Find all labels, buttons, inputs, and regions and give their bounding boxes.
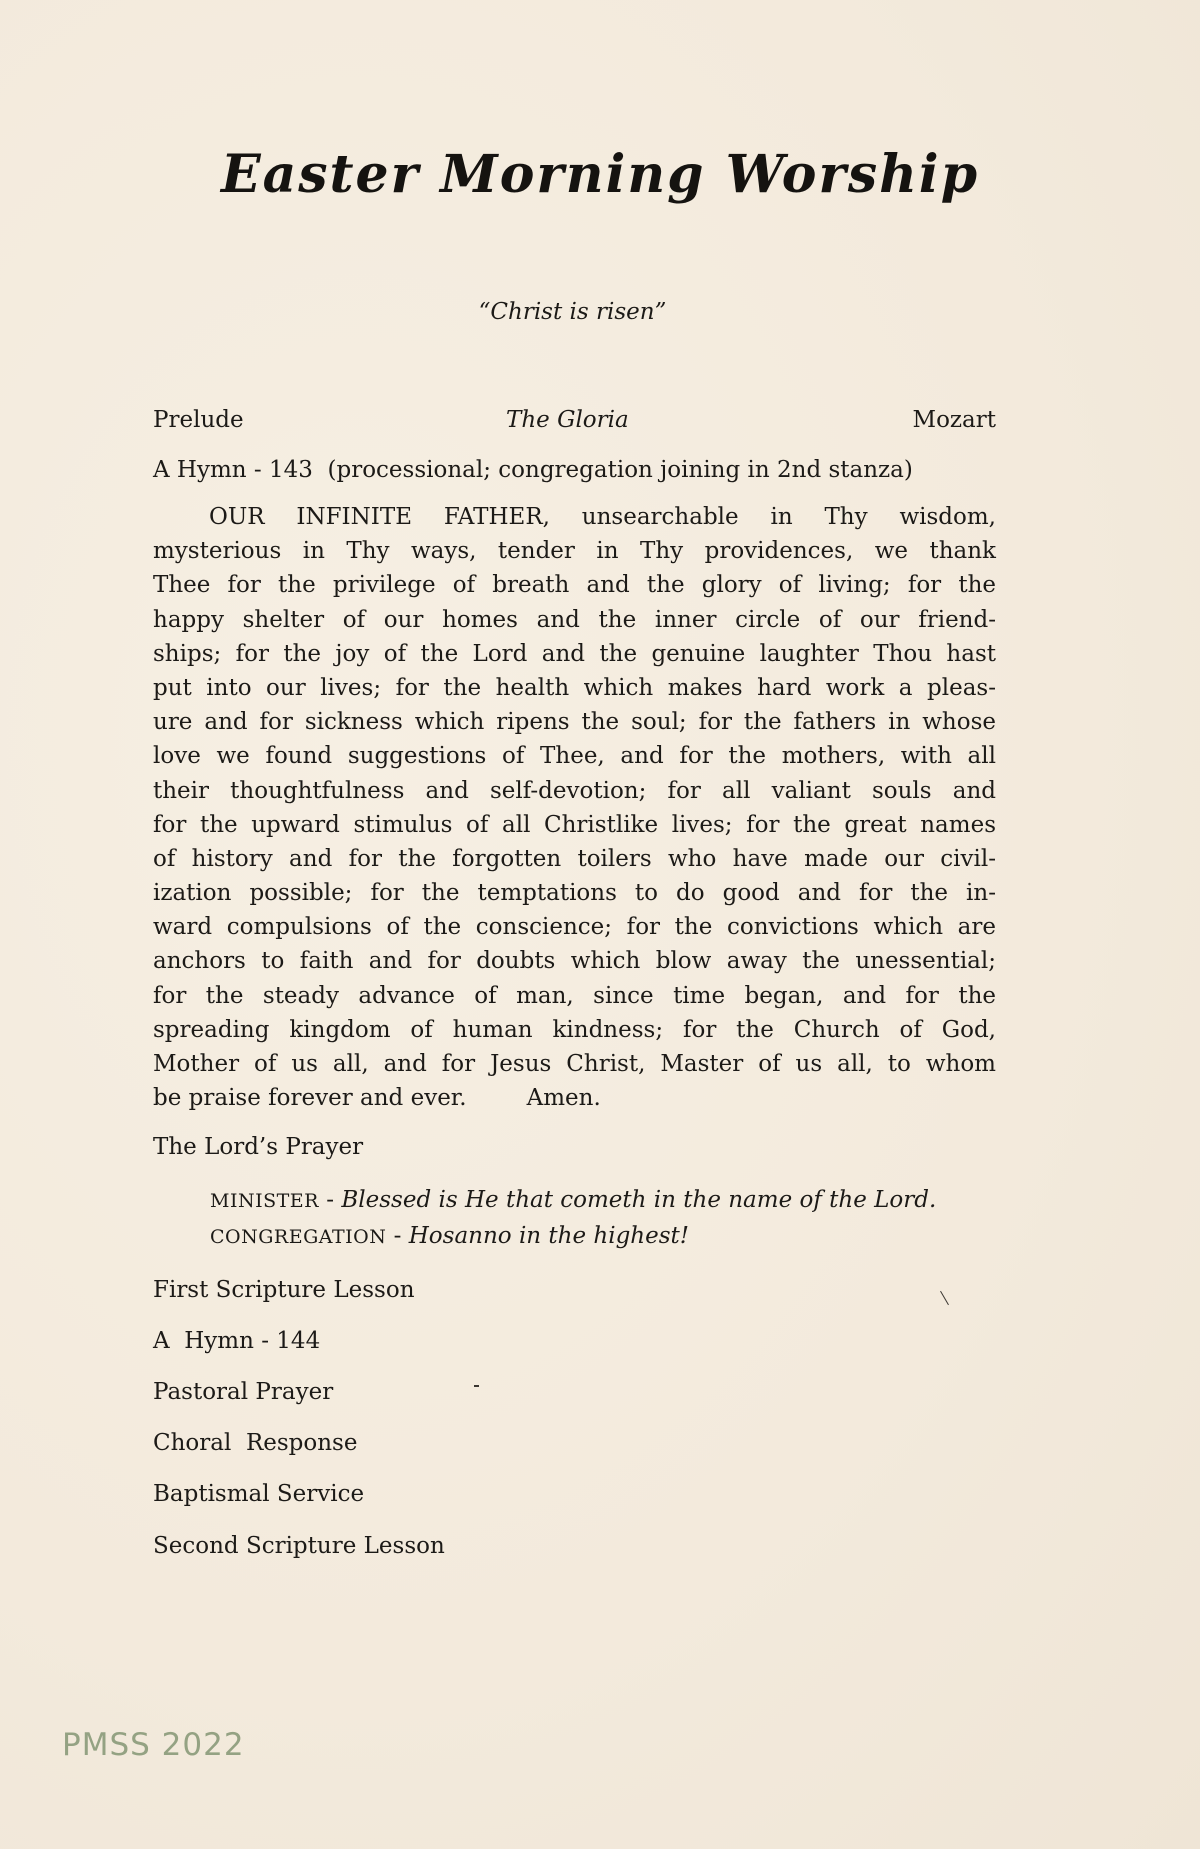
stray-ink-dot <box>474 1385 479 1387</box>
response-separator: - <box>318 1187 342 1213</box>
response-text: Blessed is He that cometh in the name of the Lord. <box>341 1187 937 1213</box>
response-text: Hosanno in the highest! <box>408 1223 690 1249</box>
prayer-line: of history and for the forgotten toilers who have made our civil- <box>153 845 996 872</box>
hymn-143-line: A Hymn - 143 (processional; congregation joining in 2nd stanza) <box>153 457 913 483</box>
amen: Amen. <box>526 1085 601 1112</box>
prayer-line: be praise forever and ever. <box>153 1085 467 1112</box>
prayer-line: ward compulsions of the conscience; for the convictions which are <box>153 914 996 941</box>
prayer-line: Thee for the privilege of breath and the glory of living; for the <box>153 572 996 599</box>
prelude-piece: The Gloria <box>506 407 629 433</box>
prayer-line: for the upward stimulus of all Christlike lives; for the great names <box>153 811 996 838</box>
order-item: Pastoral Prayer <box>153 1379 334 1405</box>
prayer-line: their thoughtfulness and self-devotion; for all valiant souls and <box>153 777 996 804</box>
response-minister <box>210 1186 936 1215</box>
prayer-line: love we found suggestions of Thee, and for the mothers, with all <box>153 743 996 770</box>
prayer-line: ization possible; for the temptations to do good and for the in- <box>153 880 996 907</box>
prayer-line: ure and for sickness which ripens the soul; for the fathers in whose <box>153 709 996 736</box>
prelude-composer: Mozart <box>912 407 996 433</box>
response-separator: - <box>386 1223 409 1249</box>
prelude-row <box>153 406 996 434</box>
order-item: Baptismal Service <box>153 1481 365 1507</box>
prelude-label: Prelude <box>153 407 244 433</box>
page-title: Easter Morning Worship <box>220 144 980 205</box>
response-speaker: MINISTER <box>210 1190 319 1212</box>
prayer-line: spreading kingdom of human kindness; for the Church of God, <box>153 1016 996 1043</box>
order-item: Choral Response <box>153 1430 358 1456</box>
prayer-last-line <box>153 1081 996 1115</box>
subtitle: “Christ is risen” <box>478 299 667 325</box>
order-item: First Scripture Lesson <box>153 1277 415 1303</box>
order-item: Second Scripture Lesson <box>153 1533 445 1559</box>
prayer-line: happy shelter of our homes and the inner circle of our friend- <box>153 606 996 633</box>
response-speaker: CONGREGATION <box>210 1226 387 1248</box>
response-congregation <box>210 1222 689 1251</box>
prayer-line: mysterious in Thy ways, tender in Thy providences, we thank <box>153 538 996 565</box>
prayer-line: for the steady advance of man, since time began, and for the <box>153 982 996 1009</box>
prayer-line: put into our lives; for the health which makes hard work a pleas- <box>153 674 996 701</box>
prayer-paragraph <box>153 500 996 1115</box>
prayer-line: ships; for the joy of the Lord and the genuine laughter Thou hast <box>153 640 996 667</box>
lords-prayer: The Lord’s Prayer <box>153 1134 364 1160</box>
watermark: PMSS 2022 <box>62 1727 245 1763</box>
prayer-line: OUR INFINITE FATHER, unsearchable in Thy wisdom, <box>209 504 996 530</box>
prayer-line: anchors to faith and for doubts which blow away the unessential; <box>153 948 996 975</box>
stray-pen-mark <box>940 1291 949 1305</box>
prayer-line: Mother of us all, and for Jesus Christ, Master of us all, to whom <box>153 1051 996 1077</box>
order-item: A Hymn - 144 <box>153 1328 321 1354</box>
